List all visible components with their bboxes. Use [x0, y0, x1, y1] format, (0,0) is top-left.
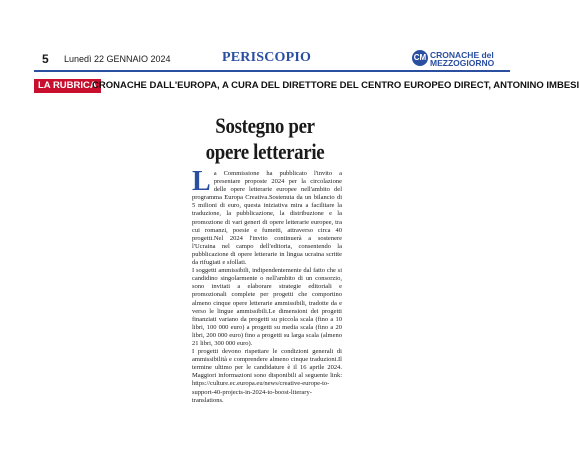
rubrica-bar: [34, 79, 579, 93]
logo-line2: MEZZOGIORNO: [430, 58, 495, 68]
title-line-1: Sostegno per: [215, 113, 315, 138]
logo-mark-icon: CM: [412, 50, 428, 66]
rubrica-text: CRONACHE DALL'EUROPA, A CURA DEL DIRETTORE DEL CENTRO EUROPEO DIRECT, ANTONINO IMBESI: [92, 80, 579, 91]
header-divider: [34, 70, 510, 72]
newspaper-logo: [412, 48, 512, 68]
paragraph-2: I soggetti ammissibili, indipendentemente dal fatto che si candidino singolarmente o nell'ambito di un consorzio, sono invitati a elaborare strategie editoriali e promozionali complete per progetti che comportino almeno cinque opere letterarie ammissibili, tradotte da e verso le lingue ammissibili.Le dimensioni dei progetti finanziati variano da progetti su piccola scala (fino a 10 libri, 100 000 euro) a progetti su media scala (fino a 20 libri, 200 000 euro) fino a progetti su larga scala (almeno 21 libri, 300 000 euro).: [192, 267, 342, 347]
paragraph-1-text: a Commissione ha pubblicato l'invito a presentare proposte 2024 per la circolazione delle opere letterarie europee nell'ambito del programma Europa Creativa.Sostenuta da un bilancio di 5 milioni di euro, questa iniziativa mira a facilitare la traduzione, la pubblicazione, la distribuzione e la promozione di vari generi di opere letterarie europee, tra cui romanzi, poesie e fumetti, attraverso circa 40 progetti.Nel 2024 l'invito continuerà a sostenere l'Ucraina nel campo dell'editoria, consentendo la pubblicazione di opere letterarie in lingua ucraina scritte da rifugiati e sfollati.: [192, 170, 342, 267]
paragraph-3: I progetti devono rispettare le condizioni generali di ammissibilità e comprendere almeno cinque traduzioni.Il termine ultimo per le candidature è il 16 aprile 2024. Maggiori informazioni sono disponibili al seguente link: https://culture.ec.europa.eu/news/creative-europe-to-support-40-projects-in-2024-to-boost-literary-translations.: [192, 348, 342, 404]
issue-date: Lunedì 22 GENNAIO 2024: [64, 54, 171, 64]
title-line-2: opere letterarie: [205, 139, 325, 164]
article-title: [166, 113, 364, 165]
rubrica-tag: LA RUBRICA: [34, 79, 101, 93]
dropcap: L: [192, 166, 211, 197]
page-header: [0, 0, 518, 70]
article-body: [192, 166, 342, 405]
page-number: 5: [42, 52, 49, 66]
paragraph-1: [192, 166, 342, 267]
logo-line1: CRONACHE del: [430, 50, 494, 60]
section-title: PERISCOPIO: [222, 50, 312, 65]
